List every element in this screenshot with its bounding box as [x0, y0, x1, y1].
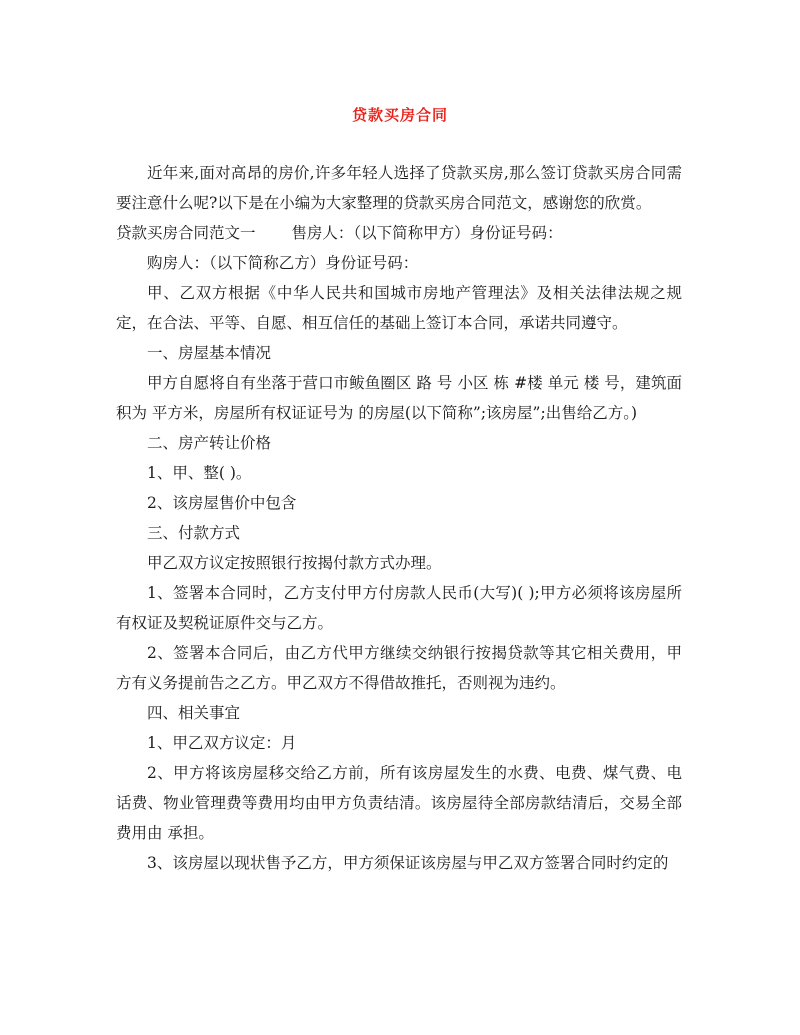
paragraph-intro: 近年来,面对高昂的房价,许多年轻人选择了贷款买房,那么签订贷款买房合同需要注意什么呢?以下是在小编为大家整理的贷款买房合同范文，感谢您的欣赏。	[116, 164, 682, 212]
paragraph-matters-1: 1、甲乙双方议定：月	[147, 734, 297, 752]
paragraph-price-2: 2、该房屋售价中包含	[147, 494, 297, 512]
paragraph-matters-2: 2、甲方将该房屋移交给乙方前，所有该房屋发生的水费、电费、煤气费、电话费、物业管理费等费用均由甲方负责结清。该房屋待全部房款结清后，交易全部费用由 承担。	[116, 764, 682, 842]
paragraph-property-info: 甲方自愿将自有坐落于营口市鲅鱼圈区 路 号 小区 栋 #楼 单元 楼 号，建筑面积为 平方米，房屋所有权证证号为 的房屋(以下简称”;该房屋”;出售给乙方。)	[116, 374, 682, 422]
paragraph-preamble: 甲、乙双方根据《中华人民共和国城市房地产管理法》及相关法律法规之规定，在合法、平等、自愿、相互信任的基础上签订本合同，承诺共同遵守。	[116, 284, 682, 332]
section-heading-4: 四、相关事宜	[147, 704, 241, 722]
document-title: 贷款买房合同	[351, 106, 448, 124]
document-body	[116, 158, 682, 878]
paragraph-payment-2: 2、签署本合同后，由乙方代甲方继续交纳银行按揭贷款等其它相关费用，甲方有义务提前告之乙方。甲乙双方不得借故推托，否则视为违约。	[116, 644, 682, 692]
paragraph-matters-3: 3、该房屋以现状售予乙方，甲方须保证该房屋与甲乙双方签署合同时约定的	[147, 854, 669, 872]
paragraph-buyer: 购房人：（以下简称乙方）身份证号码：	[147, 254, 419, 272]
section-heading-3: 三、付款方式	[147, 524, 241, 542]
paragraph-seller: 贷款买房合同范文一 售房人：（以下简称甲方）身份证号码：	[116, 224, 563, 242]
paragraph-payment-method: 甲乙双方议定按照银行按揭付款方式办理。	[147, 554, 442, 572]
section-heading-2: 二、房产转让价格	[147, 434, 272, 452]
paragraph-payment-1: 1、签署本合同时，乙方支付甲方付房款人民币(大写)( );甲方必须将该房屋所有权证及契税证原件交与乙方。	[116, 584, 682, 632]
paragraph-price-1: 1、甲、整( )。	[147, 464, 252, 482]
section-heading-1: 一、房屋基本情况	[147, 344, 272, 362]
